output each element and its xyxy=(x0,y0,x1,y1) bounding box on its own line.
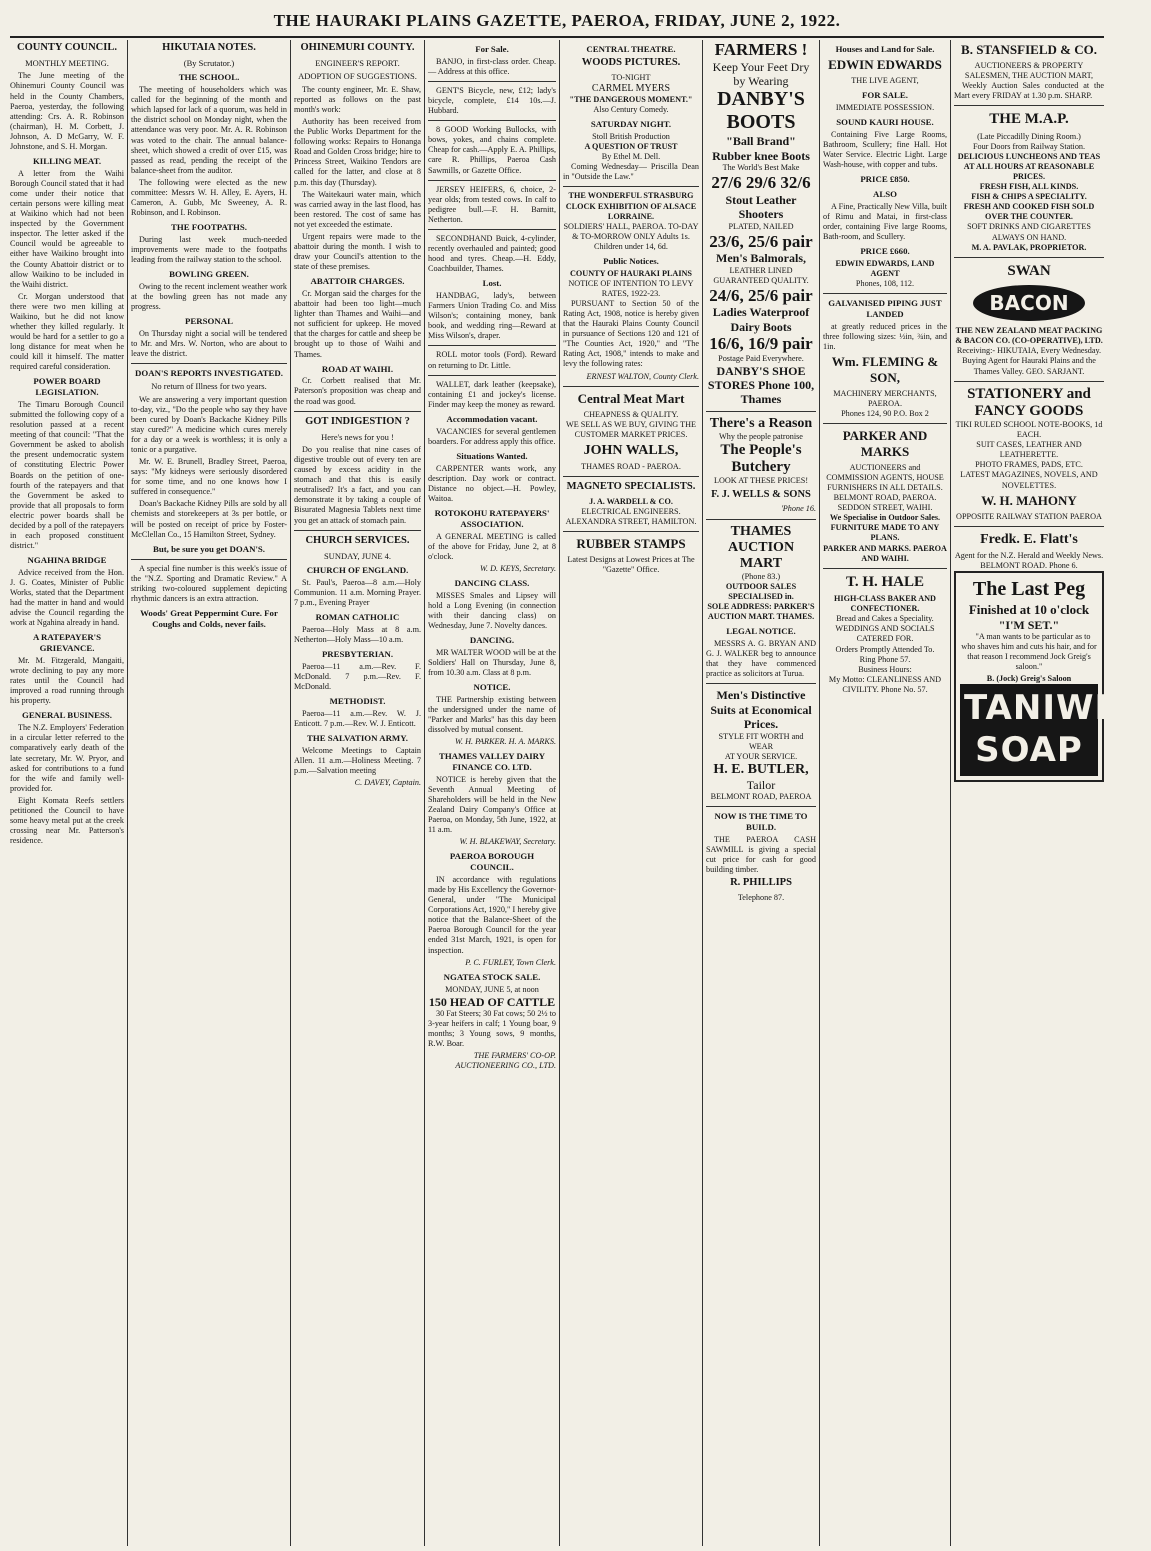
county-council-title: COUNTY COUNCIL. xyxy=(17,42,117,53)
personal-text: On Thursday night a social will be tendered to Mr. and Mrs. W. Norton, who are about to leave the district. xyxy=(131,329,287,359)
kauri-text: Containing Five Large Rooms, Bathroom, Scullery; fine Hall. Hot Water Service. Electric Light. Large Wash-house, with copper and tubs. xyxy=(823,129,947,169)
divider xyxy=(823,293,947,294)
thames-auction: THAMES AUCTION MART xyxy=(727,523,795,571)
ohinemuri-title: OHINEMURI COUNTY. xyxy=(300,42,415,53)
taniwha-soap: TANIWHA SOAP xyxy=(960,684,1098,776)
grievance-text: Mr. M. Fitzgerald, Mangaiti, wrote declining to pay any more rates until the Council had improved a road running through his property. xyxy=(10,656,124,706)
author-label: By Ethel M. Dell. xyxy=(601,152,661,162)
build-heading: NOW IS THE TIME TO BUILD. xyxy=(714,811,808,833)
divider xyxy=(563,476,699,477)
roman-catholic: ROMAN CATHOLIC xyxy=(315,612,400,623)
peppermint-cure: Woods' Great Peppermint Cure. For Coughs and Colds, never fails. xyxy=(140,607,278,629)
article-intro: The June meeting of the Ohinemuri County Council was held in the County Chambers, Paeroa, yesterday, the following attending: Crs. A. R. Robinson (chairman), H. M. Corbett, J. Johnson, A. D McGarry, W. F. Johnstone, and S. H. Morgan. xyxy=(10,71,124,151)
dairy-heading: THAMES VALLEY DAIRY FINANCE CO. LTD. xyxy=(438,751,546,773)
ad-bicycle: GENT'S Bicycle, new, £12; lady's bicycle, complete, £14 10s.—J. Hubbard. xyxy=(428,85,556,116)
houses-heading: Houses and Land for Sale. xyxy=(835,44,935,54)
greig-saloon: B. (Jock) Greig's Saloon xyxy=(986,674,1072,684)
engineers-report: ENGINEER'S REPORT. xyxy=(315,57,400,68)
footpaths-text: During last week much-needed improvements were made to the footpaths leading from the railway station to the school. xyxy=(131,235,287,265)
hours-label: Business Hours: xyxy=(858,664,912,674)
weddings-label: WEDDINGS AND SOCIALS CATERED FOR. xyxy=(835,624,935,644)
general-business-heading: GENERAL BUSINESS. xyxy=(22,710,112,721)
divider xyxy=(954,526,1104,527)
divider xyxy=(563,186,699,187)
masthead: THE HAURAKI PLAINS GAZETTE, PAEROA, FRIDAY, JUNE 2, 1922. xyxy=(10,6,1104,38)
price-ladies: 16/6, 16/9 pair xyxy=(709,334,813,354)
parker-marks: PARKER AND MARKS xyxy=(842,427,928,459)
borough-signature: P. C. FURLEY, Town Clerk. xyxy=(465,957,556,967)
meat-mart-title: Central Meat Mart xyxy=(577,390,685,406)
peoples-butchery: The People's Butchery xyxy=(720,441,802,476)
monthly-meeting-subtitle: MONTHLY MEETING. xyxy=(25,57,109,68)
ring-label: Ring Phone 57. xyxy=(859,654,911,664)
ngahina-text: Advice received from the Hon. J. G. Coates, Minister of Public Works, stated that the Department had the matter in hand and would advise the Council regarding the work at Ngahina already in hand. xyxy=(10,567,124,628)
soft-drinks: SOFT DRINKS AND CIGARETTES ALWAYS ON HAND. xyxy=(967,222,1091,242)
road-text: Cr. Corbett realised that Mr. Paterson's proposition was cheap and the road was good. xyxy=(294,376,421,406)
live-agent: THE LIVE AGENT, xyxy=(851,75,919,85)
column-rule xyxy=(127,40,128,1546)
column-edwards xyxy=(823,40,947,1546)
divider xyxy=(954,257,1104,258)
ngatea-heading: NGATEA STOCK SALE. xyxy=(443,971,541,982)
postage-label: Postage Paid Everywhere. xyxy=(718,353,804,363)
taniwha-soap-ad xyxy=(954,571,1151,782)
plated-label: PLATED, NAILED xyxy=(728,221,794,231)
committee-text: The following were elected as the new committee: Messrs W. H. Alley, E. Ayers, H. Cameron, A. Gubb, Mc Sweeney, A. R. Robinson, and I. Robinson. xyxy=(131,177,287,218)
clock-title: THE WONDERFUL STRASBURG CLOCK EXHIBITION OF ALSACE LORRAINE. xyxy=(565,191,697,221)
outdoor-specialise: We Specialise in Outdoor Sales. xyxy=(829,513,941,523)
rotokohu-heading: ROTOKOHU RATEPAYERS' ASSOCIATION. xyxy=(434,507,550,529)
notice-text: THE Partnership existing between the undersigned under the name of "Parker and Marks" has this day been dissolved by mutual consent. xyxy=(428,694,556,735)
divider xyxy=(563,531,699,532)
flatt-details: Agent for the N.Z. Herald and Weekly News. BELMONT ROAD. Phone 6. xyxy=(954,550,1104,570)
outdoor-sales: OUTDOOR SALES SPECIALISED in. xyxy=(725,581,797,601)
look-label: LOOK AT THESE PRICES! xyxy=(713,476,809,486)
indigestion-heading: GOT INDIGESTION ? xyxy=(305,415,410,427)
divider xyxy=(428,229,556,230)
map-title: THE M.A.P. xyxy=(989,111,1069,128)
parker-footer: PARKER AND MARKS. PAEROA AND WAIHI. xyxy=(823,543,947,563)
butler-name: H. E. BUTLER, xyxy=(713,761,809,777)
price-shooters: 23/6, 25/6 pair xyxy=(709,231,813,251)
byline: (By Scrutator.) xyxy=(183,57,235,68)
report-text-4: Urgent repairs were made to the abattoir during the month. I wish to draw your Council's attention to the state of these premises. xyxy=(294,231,421,272)
levy-signature: ERNEST WALTON, County Clerk. xyxy=(586,371,699,381)
ngatea-date: MONDAY, JUNE 5, at noon xyxy=(445,984,539,994)
rotokohu-signature: W. D. KEYS, Secretary. xyxy=(479,563,556,573)
mahony-name: W. H. MAHONY xyxy=(981,492,1077,508)
stout-shooters: Stout Leather Shooters xyxy=(725,192,797,222)
divider xyxy=(428,120,556,121)
bacon-logo-text: BACON xyxy=(989,291,1069,316)
ad-heifers: JERSEY HEIFERS, 6, choice, 2-year olds; from tested cows. In calf to pedigree bull.—F. H. Barnitt, Netherton. xyxy=(428,184,556,224)
stansfield-name: B. STANSFIELD & CO. xyxy=(961,42,1097,57)
column-rule xyxy=(702,40,703,1546)
buying-agent: Buying Agent for Hauraki Plains and the Thames Valley. GEO. SARJANT. xyxy=(962,356,1096,376)
divider xyxy=(954,381,1104,382)
divider xyxy=(428,375,556,376)
komata-text: Eight Komata Reefs settlers petitioned the Council to have some heavy metal put at the creek crossing near Mr. Patterson's residence. xyxy=(10,795,124,846)
bowling-text: Owing to the recent inclement weather work at the bowling green has not made any progress. xyxy=(131,282,287,312)
doan-price: Doan's Backache Kidney Pills are sold by all chemists and storekeepers at 3s per bottle, or will be posted on receipt of price by Foster-McClellan Co., 15 Hamilton Street, Sydney. xyxy=(131,499,287,539)
map-location: Four Doors from Railway Station. xyxy=(972,141,1086,151)
tiki-notebooks: TIKI RULED SCHOOL NOTE-BOOKS, 1d EACH. xyxy=(955,420,1103,440)
column-hikutaia xyxy=(131,40,287,1546)
rotokohu-text: A GENERAL MEETING is called of the above for Friday, June 2, at 8 o'clock. xyxy=(428,531,556,561)
doan-tagline: But, be sure you get DOAN'S. xyxy=(152,543,265,554)
butler-address: BELMONT ROAD, PAEROA xyxy=(710,792,812,802)
situations-heading: Situations Wanted. xyxy=(456,450,528,461)
hale-desc: HIGH-CLASS BAKER AND CONFECTIONER. xyxy=(834,594,936,614)
luncheons: DELICIOUS LUNCHEONS AND TEAS AT ALL HOURS AT REASONABLE PRICES. xyxy=(957,151,1101,182)
receiving-label: Receiving:- HIKUTAIA, Every Wednesday. xyxy=(956,346,1102,356)
sporting-review-text: A special fine number is this week's issue of the "N.Z. Sporting and Dramatic Review." A striking two-coloured supplement depicting rhythmic dancers is an extra attraction. xyxy=(131,563,287,603)
lost-heading: Lost. xyxy=(482,278,502,289)
church-date: SUNDAY, JUNE 4. xyxy=(323,550,392,561)
tonight-label: TO-NIGHT xyxy=(611,72,651,82)
divider xyxy=(131,559,287,560)
mens-suits: Men's Distinctive Suits at Economical Prices. xyxy=(710,688,812,732)
worlds-best: The World's Best Make xyxy=(722,163,800,173)
methodist: METHODIST. xyxy=(329,696,386,707)
comedy-label: Also Century Comedy. xyxy=(593,105,669,115)
motto-label: My Motto: CLEANLINESS AND CIVILITY. Phone No. 57. xyxy=(828,674,942,694)
pavlak: M. A. PAVLAK, PROPRIETOR. xyxy=(971,242,1087,252)
bread-label: Bread and Cakes a Speciality. xyxy=(836,614,934,624)
presbyterian: PRESBYTERIAN. xyxy=(321,648,394,659)
personal-heading: PERSONAL xyxy=(185,316,233,327)
road-heading: ROAD AT WAIHI. xyxy=(321,363,394,374)
divider xyxy=(294,411,421,412)
keep-feet-dry: Keep Your Feet Dry by Wearing xyxy=(712,59,810,88)
column-rule xyxy=(559,40,560,1546)
cheapness-label: CHEAPNESS & QUALITY. xyxy=(583,409,679,419)
danby-boots: DANBY'S BOOTS xyxy=(717,88,805,134)
movie-title: "THE DANGEROUS MOMENT." xyxy=(569,95,693,105)
saturday-label: SATURDAY NIGHT. xyxy=(590,119,672,130)
ad-vacancies: VACANCIES for several gentlemen boarders. For address apply this office. xyxy=(428,426,556,446)
report-text-2: Authority has been received from the Public Works Department for the following works: Repairs to Honanga Road and Golden Cross bridge; hire to Princess Street, Waikino Tendors are called for the latter, and close at 8 p.m. this day (Thursday). xyxy=(294,117,421,187)
price-660: PRICE £660. xyxy=(860,245,910,256)
galvanised-text: at greatly reduced prices in the three following sizes: ½in, ¾in, and 1in. xyxy=(823,321,947,351)
divider xyxy=(131,363,287,364)
dancing-heading: DANCING. xyxy=(469,634,515,645)
parker-desc: AUCTIONEERS and COMMISSION AGENTS, HOUSE FURNISHERS IN ALL DETAILS. xyxy=(826,462,944,493)
why-label: Why the people patronise xyxy=(719,431,803,441)
power-board-heading: POWER BOARD LEGISLATION. xyxy=(33,376,101,398)
ad-roll: ROLL motor tools (Ford). Reward on returning to Dr. Little. xyxy=(428,350,556,370)
column-classifieds xyxy=(428,40,556,1546)
finished-label: Finished at 10 o'clock xyxy=(968,601,1090,617)
abattoir-heading: ABATTOIR CHARGES. xyxy=(310,276,405,287)
public-notices-heading: Public Notices. xyxy=(603,255,659,266)
stationery-heading: STATIONERY and FANCY GOODS xyxy=(967,385,1091,419)
methodist-list: Paeroa—11 a.m.—Rev. W. J. Enticott. 7 p.m.—Rev. W. J. Enticott. xyxy=(294,708,421,728)
ngatea-signature: THE FARMERS' CO-OP. AUCTIONEERING CO., LTD. xyxy=(455,1051,556,1071)
borough-text: IN accordance with regulations made by His Excellency the Governor-General, under "The Municipal Corporations Act, 1920," I hereby give notice that the Balance-Sheet of the Paeroa Borough Council for the year ended 31st March, 1921, is open for inspection. xyxy=(428,875,556,955)
phillips-name: R. PHILLIPS xyxy=(730,877,792,889)
ngatea-cattle: 150 HEAD OF CATTLE xyxy=(428,994,556,1009)
farmers-heading: FARMERS ! xyxy=(714,40,808,59)
column-ohinemuri xyxy=(294,40,421,1546)
furniture-label: FURNITURE MADE TO ANY PLANS. xyxy=(830,523,940,543)
divider xyxy=(428,345,556,346)
magazines: LATEST MAGAZINES, NOVELS, AND NOVELETTES. xyxy=(960,470,1098,490)
dairy-text: NOTICE is hereby given that the Seventh Annual Meeting of Shareholders will be held in the New Zealand Dairy Company's Office at Paeroa, on Monday, 5th June, 1922, at 11 a.m. xyxy=(428,774,556,835)
map-late: (Late Piccadilly Dining Room.) xyxy=(977,131,1081,141)
swan-bacon-logo xyxy=(954,262,1104,327)
report-text-1: The county engineer, Mr. E. Shaw, reported as follows on the past month's work: xyxy=(294,84,421,114)
walls-address: THAMES ROAD - PAEROA. xyxy=(581,462,681,472)
accommodation-heading: Accommodation vacant. xyxy=(446,413,538,424)
fleming-desc: MACHINERY MERCHANTS, PAEROA. xyxy=(833,388,937,408)
legal-heading: LEGAL NOTICE. xyxy=(726,626,796,637)
killing-meat-text: A letter from the Waihi Borough Council stated that it had come under their notice that certain persons were killing meat at Waikino which had not been inspected by the Government inspector. The letter asked if the Council would be agreeable to either have Waikino brought into the County Abattoir district or to allow Waikino to be included in the Waihi district. xyxy=(10,168,124,289)
church-england-list: St. Paul's, Paeroa—8 a.m.—Holy Communion. 11 a.m. Morning Prayer. 7 p.m., Evening Prayer xyxy=(294,577,421,607)
balmorals: Men's Balmorals, xyxy=(716,251,806,266)
divider xyxy=(706,806,816,807)
mahony-address: OPPOSITE RAILWAY STATION PAEROA xyxy=(956,511,1102,521)
cooked-fish: FRESH AND COOKED FISH SOLD OVER THE COUNTER. xyxy=(963,202,1095,222)
last-peg: The Last Peg xyxy=(972,578,1086,601)
lined-label: LEATHER LINED GUARANTEED QUALITY. xyxy=(713,265,809,285)
flatt-name: Fredk. E. Flatt's xyxy=(980,531,1078,547)
report-text-3: The Waitekauri water main, which was carried away in the last flood, has been restored. The cost of same has not yet exceeded the estimate. xyxy=(294,189,421,229)
clock-details: SOLDIERS' HALL, PAEROA. TO-DAY & TO-MORROW ONLY Adults 1s. Children under 14, 6d. xyxy=(563,221,699,251)
reason-heading: There's a Reason xyxy=(709,415,813,431)
presbyterian-list: Paeroa—11 a.m.—Rev. F. McDonald. 7 p.m.—Rev. F. McDonald. xyxy=(294,661,421,691)
column-danby xyxy=(706,40,816,1546)
column-rule xyxy=(290,40,291,1546)
danby-stores: DANBY'S SHOE STORES Phone 100, Thames xyxy=(707,363,815,407)
style-label: STYLE FIT WORTH and WEAR xyxy=(718,731,804,751)
edwin-phones: Phones, 108, 112. xyxy=(855,278,915,288)
ad-handbag: HANDBAG, lady's, between Farmers Union Trading Co. and Miss Wilson's; containing money, bank book, and wedding ring—Reward at Miss Wilson's, draper. xyxy=(428,291,556,341)
wells-phone: 'Phone 16. xyxy=(781,504,816,514)
rubber-stamps-text: Latest Designs at Lowest Prices at The "Gazette" Office. xyxy=(567,555,695,575)
phone-83: (Phone 83.) xyxy=(741,571,781,581)
price-balmorals: 24/6, 25/6 pair xyxy=(709,285,813,305)
divider xyxy=(706,411,816,412)
levy-text: PURSUANT to Section 50 of the Rating Act, 1908, notice is hereby given that the Hauraki Plains County Council in pursuance of Sections 120 and 121 of "The Counties Act, 1920," and "The Rating Act, 1908," intends to make and levy the following rates: xyxy=(563,298,699,369)
borough-heading: PAEROA BOROUGH COUNCIL. xyxy=(449,851,535,873)
edwin-agent: EDWIN EDWARDS, LAND AGENT xyxy=(835,258,935,278)
killing-meat-heading: KILLING MEAT. xyxy=(32,155,102,166)
bacon-icon xyxy=(969,283,1089,323)
swan-label: SWAN xyxy=(1007,262,1051,279)
sawmill-text: THE PAEROA CASH SAWMILL is giving a special cut price for cash for good building timber. xyxy=(706,834,816,875)
fleming-name: Wm. FLEMING & SON, xyxy=(831,353,939,385)
theatre-heading: CENTRAL THEATRE. xyxy=(586,44,676,54)
weekly-sales: Weekly Auction Sales conducted at the Mart every FRIDAY at 1.30 p.m. SHARP. xyxy=(954,81,1104,101)
morgan-text: Cr. Morgan understood that there were two men killing at Waikino, but he did not know whether they killed regularly. It would be hard for a settler to go a long distance for meat when he could kill it himself. The matter required careful consideration. xyxy=(10,291,124,372)
price-850: PRICE £850. xyxy=(860,173,910,184)
ladies-boots: Ladies Waterproof Dairy Boots xyxy=(712,305,810,334)
for-sale-heading: For Sale. xyxy=(475,44,509,54)
column-notices xyxy=(563,40,699,1546)
ball-brand: "Ball Brand" Rubber knee Boots xyxy=(712,134,810,163)
levy-heading: NOTICE OF INTENTION TO LEVY RATES, 1922-23. xyxy=(568,278,694,298)
church-heading: CHURCH SERVICES. xyxy=(305,534,410,546)
salvation-army-list: Welcome Meetings to Captain Allen. 11 a.m.—Holiness Meeting. 7 p.m.—Salvation meeting xyxy=(294,745,421,775)
divider xyxy=(823,423,947,424)
abattoir-text: Cr. Morgan said the charges for the abattoir had been too light—much lighter than Thames and Waihi—and not sufficient for upkeep. He moved that the charges for cattle and sheep be brought up to those of Waihi and Thames. xyxy=(294,289,421,359)
divider xyxy=(706,683,816,684)
salvation-army: THE SALVATION ARMY. xyxy=(307,733,408,743)
ngahina-heading: NGAHINA BRIDGE xyxy=(27,555,107,566)
church-england: CHURCH OF ENGLAND. xyxy=(306,564,409,575)
sole-address: SOLE ADDRESS: PARKER'S AUCTION MART. THAMES. xyxy=(707,602,815,622)
salvation-signature: C. DAVEY, Captain. xyxy=(354,778,421,788)
im-set-text: "A man wants to be particular as to who shaves him and cuts his hair, and for that reason I recommend Jock Greig's saloon." xyxy=(961,632,1097,672)
divider xyxy=(294,530,421,531)
dairy-signature: W. H. BLAKEWAY, Secretary. xyxy=(459,837,556,847)
edwin-edwards: EDWIN EDWARDS xyxy=(828,56,942,72)
price-ball-brand: 27/6 29/6 32/6 xyxy=(711,173,811,193)
divider xyxy=(428,81,556,82)
fish-chips: FISH & CHIPS A SPECIALITY. xyxy=(971,192,1087,202)
john-walls: JOHN WALLS, xyxy=(583,442,679,458)
column-rule xyxy=(950,40,951,1546)
suit-cases: SUIT CASES, LEATHER AND LEATHERETTE. xyxy=(976,440,1082,460)
doan-heading: DOAN'S REPORTS INVESTIGATED. xyxy=(135,368,283,379)
ngatea-list: 30 Fat Steers; 30 Fat cows; 50 2½ to 3-year heifers in calf; 1 Young boar, 9 months; 3 Young sows, 9 months, R.W. Boar. xyxy=(428,1009,556,1049)
divider xyxy=(428,180,556,181)
stansfield-desc: AUCTIONEERS & PROPERTY SALESMEN, THE AUCTION MART, xyxy=(964,60,1094,81)
ad-bullocks: 8 GOOD Working Bullocks, with bows, yokes, and chains complete. Cheap for cash.—Apply E. A. Phillips, care R. Phillips, Paeroa Cash Sawmills, or Gazette Office. xyxy=(428,125,556,175)
phillips-phone: Telephone 87. xyxy=(737,893,785,903)
wardell-address: ELECTRICAL ENGINEERS. ALEXANDRA STREET, HAMILTON. xyxy=(565,507,697,527)
adoption-subtitle: ADOPTION OF SUGGESTIONS. xyxy=(298,71,417,82)
magneto-heading: MAGNETO SPECIALISTS. xyxy=(566,481,696,493)
dancing-class-heading: DANCING CLASS. xyxy=(454,577,530,588)
ad-wallet: WALLET, dark leather (keepsake), containing £1 and jockey's license. Finder may keep the money as reward. xyxy=(428,379,556,409)
notice-heading: NOTICE. xyxy=(473,682,511,693)
fresh-fish: FRESH FISH, ALL KINDS. xyxy=(979,182,1079,192)
bowling-heading: BOWLING GREEN. xyxy=(169,269,249,280)
power-board-text: The Timaru Borough Council submitted the following copy of a resolution passed at a recent meeting of that council: "That the Government be asked to abolish the present undemocratic system of constituting Electric Power Boards on the petition of one-fourth of the ratepayers and that the Government be asked to provide that all proposals to form electric power boards shall be decided by a poll of the ratepayers in each proposed constituent district." xyxy=(10,399,124,551)
photo-frames: PHOTO FRAMES, PADS, ETC. xyxy=(975,460,1083,470)
school-heading: THE SCHOOL. xyxy=(178,72,240,83)
ad-carpenter: CARPENTER wants work, any description. Day work or contract. Distance no object.—H. Powley, Waitoa. xyxy=(428,463,556,503)
divider xyxy=(823,568,947,569)
also-label: ALSO xyxy=(873,188,897,199)
bacon-company: THE NEW ZEALAND MEAT PACKING & BACON CO. (CO-OPERATIVE), LTD. xyxy=(955,326,1103,346)
doan-text: We are answering a very important question to-day, viz., "Do the people who say they have been cured by Doan's Backache Kidney Pills stay cured?" A medicine which cures merely for a day or a week is worthless; it is only a tonic or a purgative. xyxy=(131,394,287,454)
service-label: AT YOUR SERVICE. xyxy=(724,751,798,761)
buy-label: WE SELL AS WE BUY, GIVING THE CUSTOMER MARKET PRICES. xyxy=(565,419,696,439)
villa-text: A Fine, Practically New Villa, built of Rimu and Matai, in first-class order, containing Five large Rooms, Bath-room, and Scullery. xyxy=(823,201,947,241)
indigestion-text: Do you realise that nine cases of digestive trouble out of every ten are caused by excess acidity in the stomach and that this is easily neutralised? It's a fact, and you can demonstrate it by taking a couple of Bisurated Magnesia Tablets next time you get an attack of stomach pain. xyxy=(294,444,421,525)
hikutaia-title: HIKUTAIA NOTES. xyxy=(162,42,256,53)
hale-name: T. H. HALE xyxy=(845,573,925,590)
wells-sons: F. J. WELLS & SONS xyxy=(711,488,811,500)
school-text: The meeting of householders which was called for the beginning of the month and which lapsed for lack of a quorum, was held in the district school on Monday night, when the attendance was very poor. Mr. A. R. Robinson was voted to the chair. The annual balance-sheet, which showed a credit of over £15, was passed as read, pending the receipt of the balance-sheet from the auditor. xyxy=(131,85,287,175)
dancing-text: MR WALTER WOOD will be at the Soldiers' Hall on Thursday, June 8, from 10.30 a.m. Class at 8 p.m. xyxy=(428,647,556,677)
ad-banjo: BANJO, in first-class order. Cheap. — Address at this office. xyxy=(428,56,556,76)
doan-testimony: Mr. W. E. Brunell, Bradley Street, Paeroa, says: "My kidneys were seriously disordered for some time, and no one knows how I suffered in consequence." xyxy=(131,457,287,497)
production-label: Stoll British Production xyxy=(592,132,670,142)
orders-label: Orders Promptly Attended To. xyxy=(835,644,935,654)
rubber-stamps-heading: RUBBER STAMPS xyxy=(576,536,686,552)
trust-title: A QUESTION OF TRUST xyxy=(584,142,678,152)
fleming-phones: Phones 124, 90 P.O. Box 2 xyxy=(841,408,929,418)
woods-pictures: WOODS PICTURES. xyxy=(581,56,681,68)
notice-signature: W. H. PARKER. H. A. MARKS. xyxy=(454,737,556,747)
possession-label: IMMEDIATE POSSESSION. xyxy=(835,102,935,112)
footpaths-heading: THE FOOTPATHS. xyxy=(171,222,247,233)
divider xyxy=(706,519,816,520)
for-sale-label: FOR SALE. xyxy=(862,89,908,100)
general-business-text: The N.Z. Employers' Federation in a circular letter referred to the comparatively early death of the late secretary, Mr. W. Pryor, and asked for contributions to a fund for the wife and family well-provided for. xyxy=(10,723,124,793)
kauri-house: SOUND KAURI HOUSE. xyxy=(836,116,934,127)
column-rule xyxy=(424,40,425,1546)
wardell-name: J. A. WARDELL & CO. xyxy=(589,497,673,507)
column-stansfield xyxy=(954,40,1151,1546)
parker-address: BELMONT ROAD, PAEROA. SEDDON STREET, WAIHI. xyxy=(833,493,937,513)
column-county-council xyxy=(10,40,124,1546)
doan-subheading: No return of Illness for two years. xyxy=(151,381,267,392)
coming-text: Coming Wednesday— Priscilla Dean in "Outside the Law." xyxy=(563,162,699,182)
dancing-class-text: MISSES Smales and Lipsey will hold a Long Evening (in connection with their dancing class) on Wednesday, June 7. Novelty dances. xyxy=(428,590,556,630)
column-rule xyxy=(819,40,820,1546)
grievance-heading: A RATEPAYER'S GRIEVANCE. xyxy=(32,632,102,654)
indigestion-subheading: Here's news for you ! xyxy=(321,431,394,442)
county-label: COUNTY OF HAURAKI PLAINS xyxy=(570,268,692,278)
tailor-label: Tailor xyxy=(746,777,776,792)
divider xyxy=(563,386,699,387)
ad-buick: SECONDHAND Buick, 4-cylinder, recently overhauled and painted; good hood and tyres. Cheap.—H. Eddy, Coachbuilder, Thames. xyxy=(428,233,556,274)
legal-text: MESSRS A. G. BRYAN AND G. J. WALKER beg to announce that they have commenced practice as solicitors at Turua. xyxy=(706,639,816,679)
galvanised-heading: GALVANISED PIPING JUST LANDED xyxy=(828,297,942,319)
roman-catholic-list: Paeroa—Holy Mass at 8 a.m. Netherton—Holy Mass—10 a.m. xyxy=(294,624,421,644)
divider xyxy=(954,105,1104,106)
im-set: "I'M SET." xyxy=(998,617,1060,632)
carmel-myers: CARMEL MYERS xyxy=(591,82,671,94)
